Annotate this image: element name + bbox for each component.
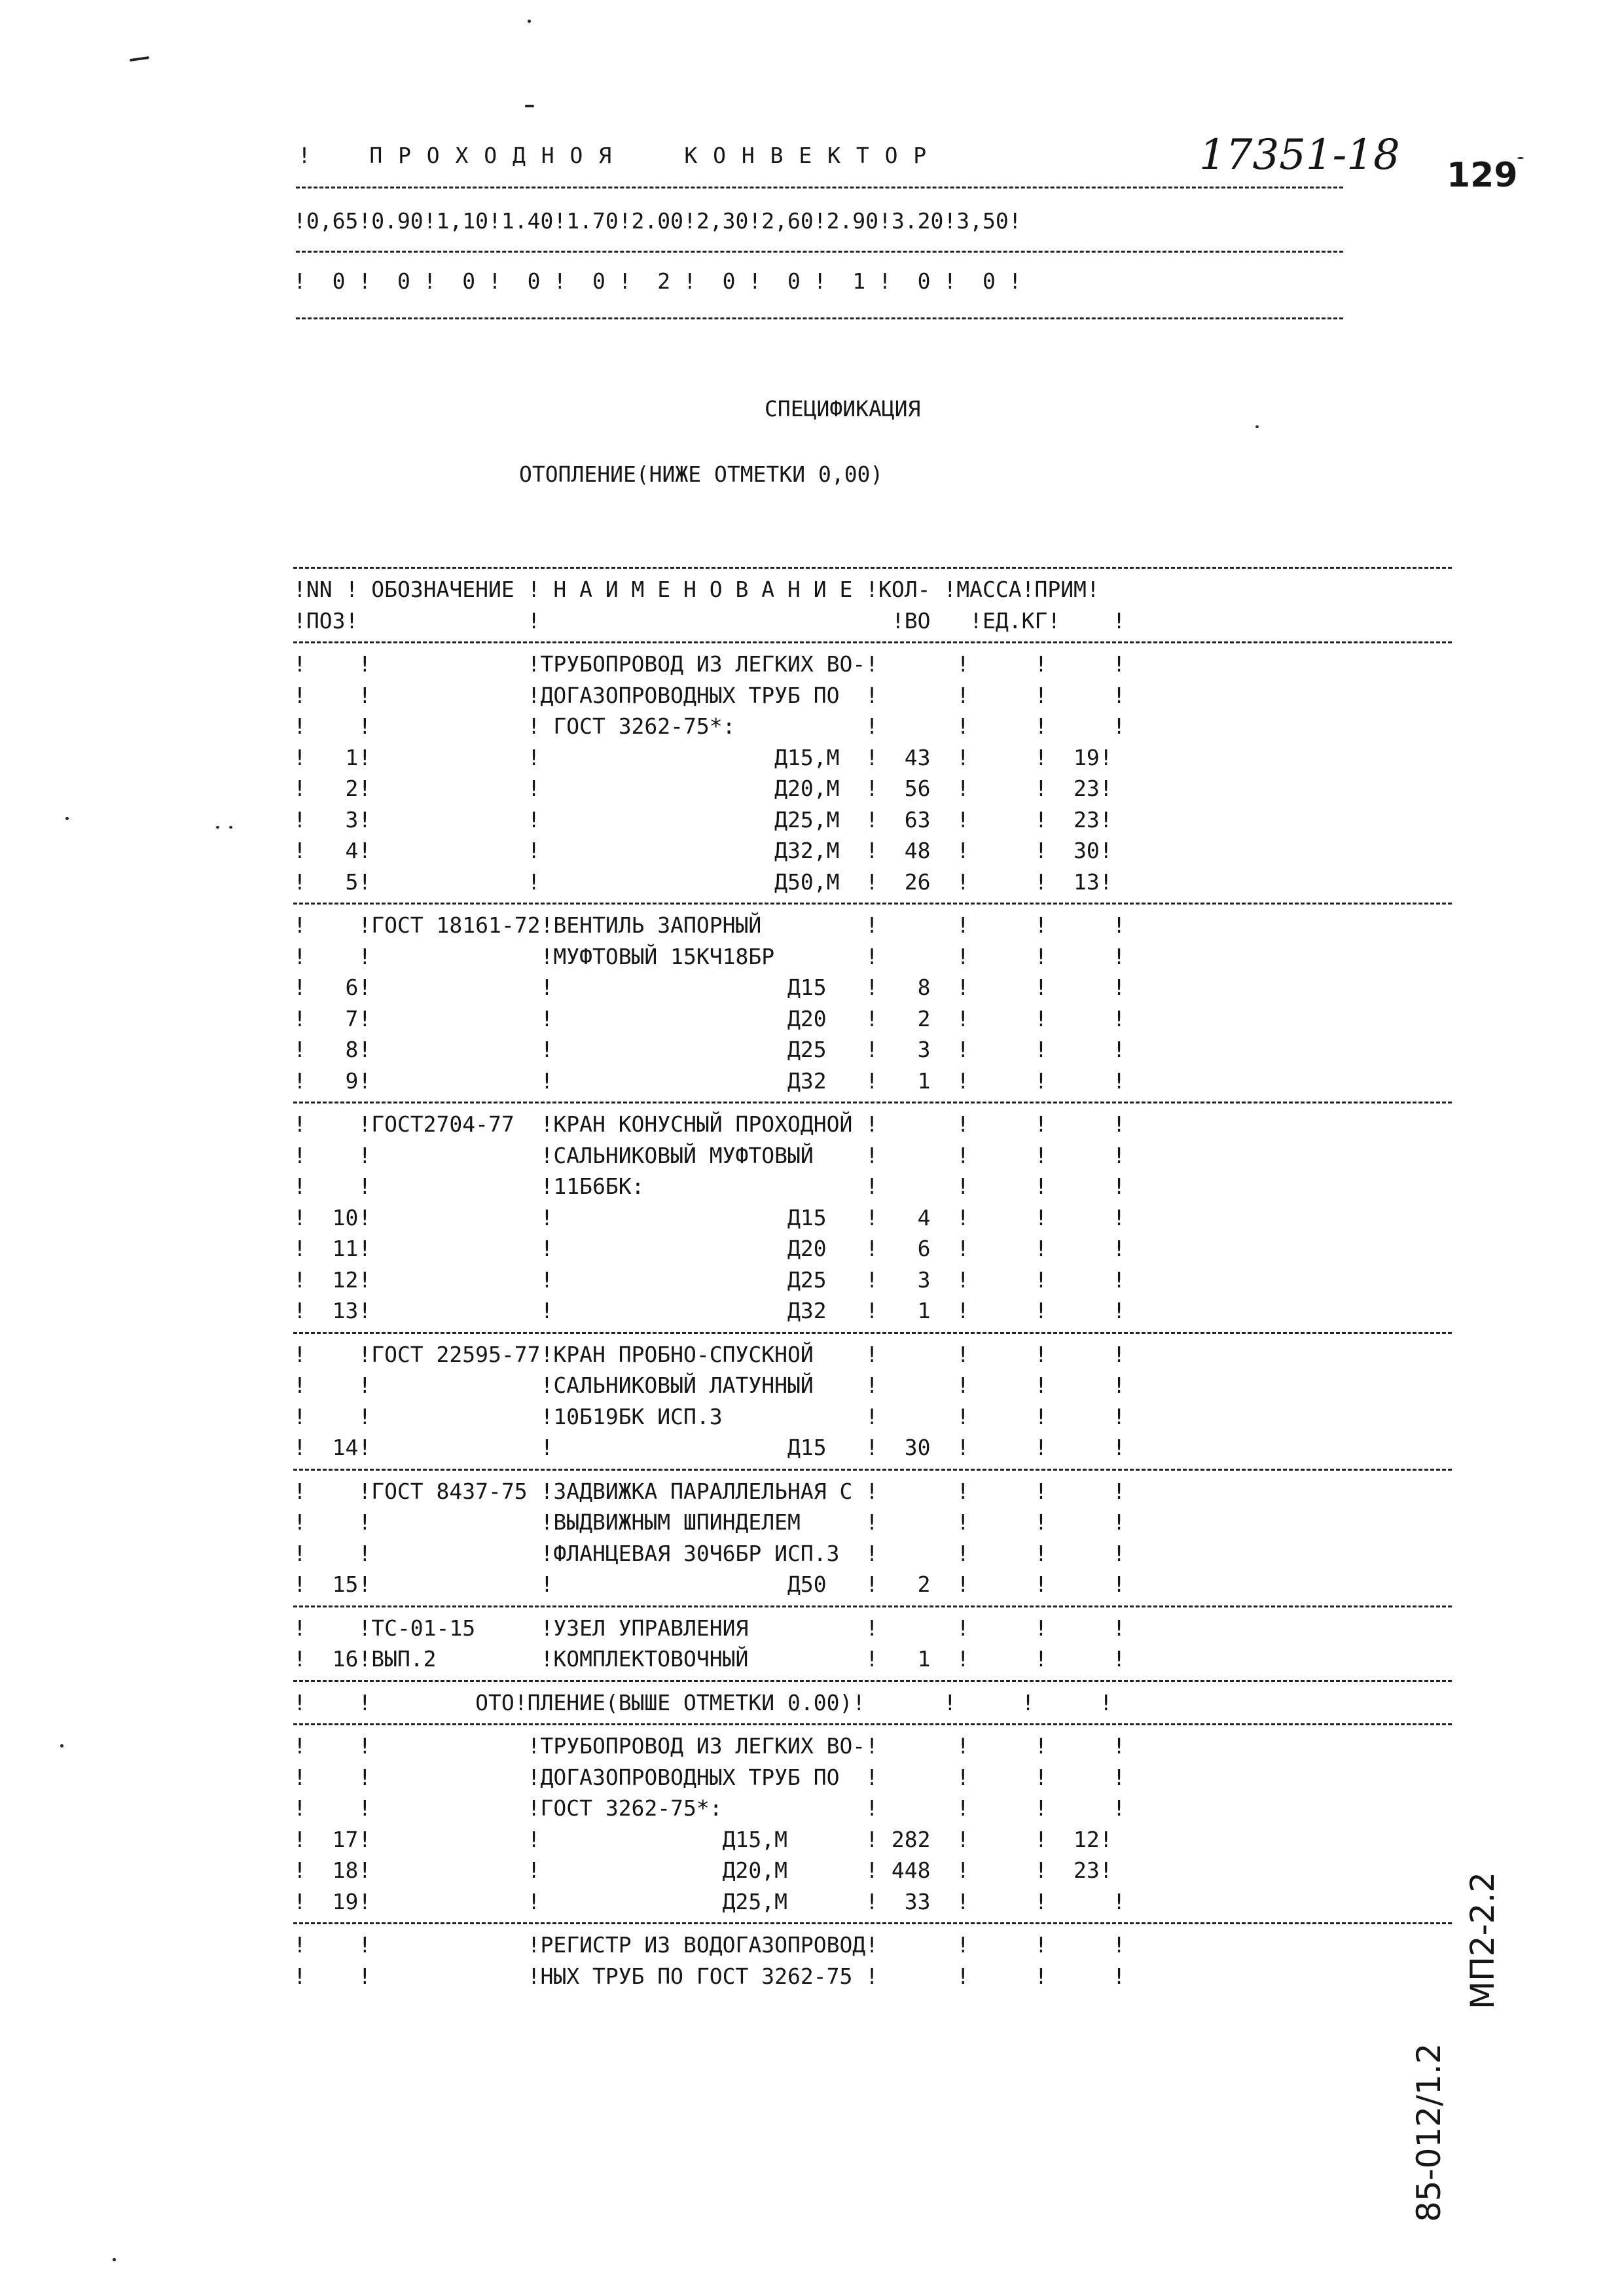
scan-speck xyxy=(229,826,232,829)
table-row: ! 9! ! Д32 ! 1 ! ! ! xyxy=(293,1067,1126,1094)
table-row: ! ! !ГОСТ 3262-75*: ! ! ! ! xyxy=(293,1795,1126,1821)
table-row: ! 2! ! Д20,М ! 56 ! ! 23! xyxy=(293,776,1113,801)
table-row: ! ! !САЛЬНИКОВЫЙ ЛАТУННЫЙ ! ! ! ! xyxy=(293,1372,1126,1398)
table-row: ! 10! ! Д15 ! 4 ! ! ! xyxy=(293,1204,1126,1230)
table-row: ! 7! ! Д20 ! 2 ! ! ! xyxy=(293,1005,1126,1031)
table-row: ! 6! ! Д15 ! 8 ! ! ! xyxy=(293,975,1126,1000)
table-row: ! ! !САЛЬНИКОВЫЙ МУФТОВЫЙ ! ! ! ! xyxy=(293,1142,1126,1168)
table-rule xyxy=(293,1469,1452,1471)
margin-stamp xyxy=(1410,1846,1519,2225)
sizes-row: !0,65!0.90!1,10!1.40!1.70!2.00!2,30!2,60!2.90!3.20!3,50! xyxy=(293,208,1022,234)
table-rule xyxy=(293,567,1452,569)
table-row: ! ! !11Б6БК: ! ! ! ! xyxy=(293,1174,1126,1199)
table-row: ! !ГОСТ2704-77 !КРАН КОНУСНЫЙ ПРОХОДНОЙ ! ! ! ! xyxy=(293,1111,1126,1137)
table-row: ! ! !НЫХ ТРУБ ПО ГОСТ 3262-75 ! ! ! ! xyxy=(293,1963,1126,1989)
table-header-row: !ПОЗ! ! !ВО !ЕД.КГ! ! xyxy=(293,607,1126,634)
table-row: ! 14! ! Д15 ! 30 ! ! ! xyxy=(293,1435,1126,1460)
table-row: ! 1! ! Д15,М ! 43 ! ! 19! xyxy=(293,744,1113,770)
table-row: ! 4! ! Д32,М ! 48 ! ! 30! xyxy=(293,838,1113,863)
table-section-row: ! ! ОТО!ПЛЕНИЕ(ВЫШЕ ОТМЕТКИ 0.00)! ! ! ! xyxy=(293,1689,1113,1715)
specification-title: СПЕЦИФИКАЦИЯ xyxy=(765,396,921,422)
page-title: ! П Р О Х О Д Н О Я К О Н В Е К Т О Р xyxy=(298,143,928,168)
table-row: ! 17! ! Д15,М ! 282 ! ! 12! xyxy=(293,1826,1113,1852)
table-row: ! ! !10Б19БК ИСП.3 ! ! ! ! xyxy=(293,1403,1126,1429)
table-row: ! ! !ФЛАНЦЕВАЯ 30Ч6БР ИСП.3 ! ! ! ! xyxy=(293,1540,1126,1566)
table-header-row: !NN ! ОБОЗНАЧЕНИЕ ! Н А И М Е Н О В А Н И Е !КОЛ- !МАССА!ПРИМ! xyxy=(293,577,1100,602)
table-row: ! 16!ВЫП.2 !КОМПЛЕКТОВОЧНЫЙ ! 1 ! ! ! xyxy=(293,1646,1126,1672)
table-row: ! 3! ! Д25,М ! 63 ! ! 23! xyxy=(293,806,1113,833)
scan-speck xyxy=(60,1744,63,1748)
table-row: ! 18! ! Д20,М ! 448 ! ! 23! xyxy=(293,1857,1113,1883)
divider xyxy=(296,187,1343,188)
table-row: ! ! !ТРУБОПРОВОД ИЗ ЛЕГКИХ ВО-! ! ! ! xyxy=(293,1733,1126,1759)
counts-row: ! 0 ! 0 ! 0 ! 0 ! 0 ! 2 ! 0 ! 0 ! 1 ! 0 ! 0 ! xyxy=(293,268,1022,294)
scan-speck xyxy=(525,105,534,107)
table-row: ! 13! ! Д32 ! 1 ! ! ! xyxy=(293,1298,1126,1323)
table-row: ! ! !ДОГАЗОПРОВОДНЫХ ТРУБ ПО ! ! ! ! xyxy=(293,1764,1126,1790)
table-rule xyxy=(293,1102,1452,1103)
table-row: ! ! !РЕГИСТР ИЗ ВОДОГАЗОПРОВОД! ! ! ! xyxy=(293,1932,1126,1958)
table-row: ! ! ! ГОСТ 3262-75*: ! ! ! ! xyxy=(293,713,1126,739)
scan-speck xyxy=(216,826,219,829)
stamp-upper-text: МП2-2.2 xyxy=(1464,1871,1502,2009)
table-row: ! 12! ! Д25 ! 3 ! ! ! xyxy=(293,1266,1126,1293)
scan-speck xyxy=(1255,425,1259,428)
table-row: ! ! !ДОГАЗОПРОВОДНЫХ ТРУБ ПО ! ! ! ! xyxy=(293,682,1126,708)
scan-speck xyxy=(528,20,531,23)
document-number: 17351-18 xyxy=(1199,131,1400,179)
divider xyxy=(296,251,1343,253)
stamp-lower-text: 85-012/1.2 xyxy=(1410,2043,1448,2222)
table-row: ! !ТС-01-15 !УЗЕЛ УПРАВЛЕНИЯ ! ! ! ! xyxy=(293,1615,1126,1641)
table-rule xyxy=(293,1723,1452,1725)
table-rule xyxy=(293,1922,1452,1924)
table-row: ! ! !ТРУБОПРОВОД ИЗ ЛЕГКИХ ВО-! ! ! ! xyxy=(293,651,1126,677)
table-row: ! 19! ! Д25,М ! 33 ! ! ! xyxy=(293,1888,1126,1914)
table-rule xyxy=(293,1605,1452,1607)
scan-speck xyxy=(130,56,149,62)
table-row: ! 8! ! Д25 ! 3 ! ! ! xyxy=(293,1037,1126,1062)
table-row: ! ! !ВЫДВИЖНЫМ ШПИНДЕЛЕМ ! ! ! ! xyxy=(293,1509,1126,1535)
table-rule xyxy=(293,641,1452,643)
section-heading: ОТОПЛЕНИЕ(НИЖЕ ОТМЕТКИ 0,00) xyxy=(519,461,884,487)
table-row: ! ! !МУФТОВЫЙ 15КЧ18БР ! ! ! ! xyxy=(293,943,1126,969)
divider xyxy=(296,317,1343,319)
table-rule xyxy=(293,1680,1452,1682)
scan-speck xyxy=(113,2258,116,2261)
table-rule xyxy=(293,903,1452,905)
scan-speck xyxy=(1517,157,1524,159)
table-rule xyxy=(293,1332,1452,1334)
table-row: ! !ГОСТ 22595-77!КРАН ПРОБНО-СПУСКНОЙ ! ! ! ! xyxy=(293,1341,1126,1367)
table-row: ! !ГОСТ 18161-72!ВЕНТИЛЬ ЗАПОРНЫЙ ! ! ! ! xyxy=(293,912,1126,938)
page-number: 129 xyxy=(1447,156,1518,195)
table-row: ! 11! ! Д20 ! 6 ! ! ! xyxy=(293,1236,1126,1261)
table-row: ! 5! ! Д50,М ! 26 ! ! 13! xyxy=(293,869,1113,895)
specification-table xyxy=(293,562,1452,1992)
table-row: ! !ГОСТ 8437-75 !ЗАДВИЖКА ПАРАЛЛЕЛЬНАЯ С ! ! ! ! xyxy=(293,1478,1126,1504)
scan-speck xyxy=(65,817,69,820)
table-row: ! 15! ! Д50 ! 2 ! ! ! xyxy=(293,1571,1126,1597)
